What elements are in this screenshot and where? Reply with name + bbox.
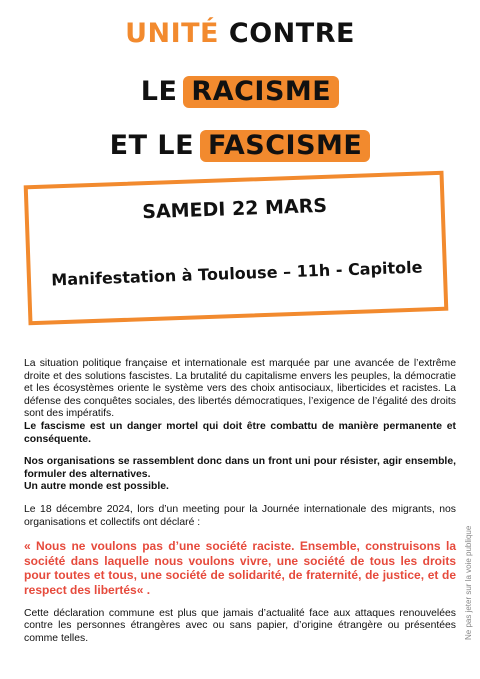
headline-racisme-pill: RACISME (183, 76, 339, 108)
paragraph-united-front: Nos organisations se rassemblent donc dans un front uni pour résister, agir ensemble, formuler des alternatives. (24, 456, 456, 480)
paragraph-context: La situation politique française et internationale est marquée par une avancée de l’extrême droite et des solutions fascistes. La brutalité du capitalisme envers les peuples, la démocratie et les écosystèmes oriente le système vers des choix antisociaux, liberticides et racistes. La défense des conquêtes sociales, des libertés démocratiques, l’exigence de l’égalité des droits sont des impératifs. (24, 358, 456, 420)
declaration-quote: « Nous ne voulons pas d’une société raciste. Ensemble, construisons la société dans laquelle nous voulons vivre, une société de tous les droits pour toutes et tous, une société de solidarité, de fraternité, de justice, et de respect des libertés« . (24, 539, 456, 597)
headline-fascisme-pill: FASCISME (200, 130, 370, 162)
paragraph-declaration-intro: Le 18 décembre 2024, lors d’un meeting pour la Journée internationale des migrants, nos organisations et collectifs ont déclaré : (24, 503, 456, 528)
headline-et-le: ET LE (109, 130, 195, 161)
paragraph-closing: Cette déclaration commune est plus que jamais d’actualité face aux attaques renouvelées contre les personnes étrangères avec ou sans papier, d’origine étrangère ou présentées comme telles. (24, 607, 456, 644)
body-text (24, 358, 456, 655)
paragraph-another-world: Un autre monde est possible. (24, 481, 169, 493)
headline-line-1 (0, 18, 480, 50)
headline-unite: UNITÉ (125, 18, 219, 49)
headline-line-2 (0, 76, 480, 108)
paragraph-fascism-danger: Le fascisme est un danger mortel qui doit être combattu de manière permanente et conséquente. (24, 420, 456, 445)
headline-line-3 (0, 130, 480, 162)
side-note-litter: Ne pas jeter sur la voie publique (464, 525, 473, 640)
event-date: SAMEDI 22 MARS (141, 194, 328, 224)
headline-le: LE (140, 76, 178, 107)
headline-contre: CONTRE (228, 18, 355, 49)
event-banner (24, 171, 449, 326)
event-location-time: Manifestation à Toulouse – 11h - Capitole (51, 257, 423, 290)
